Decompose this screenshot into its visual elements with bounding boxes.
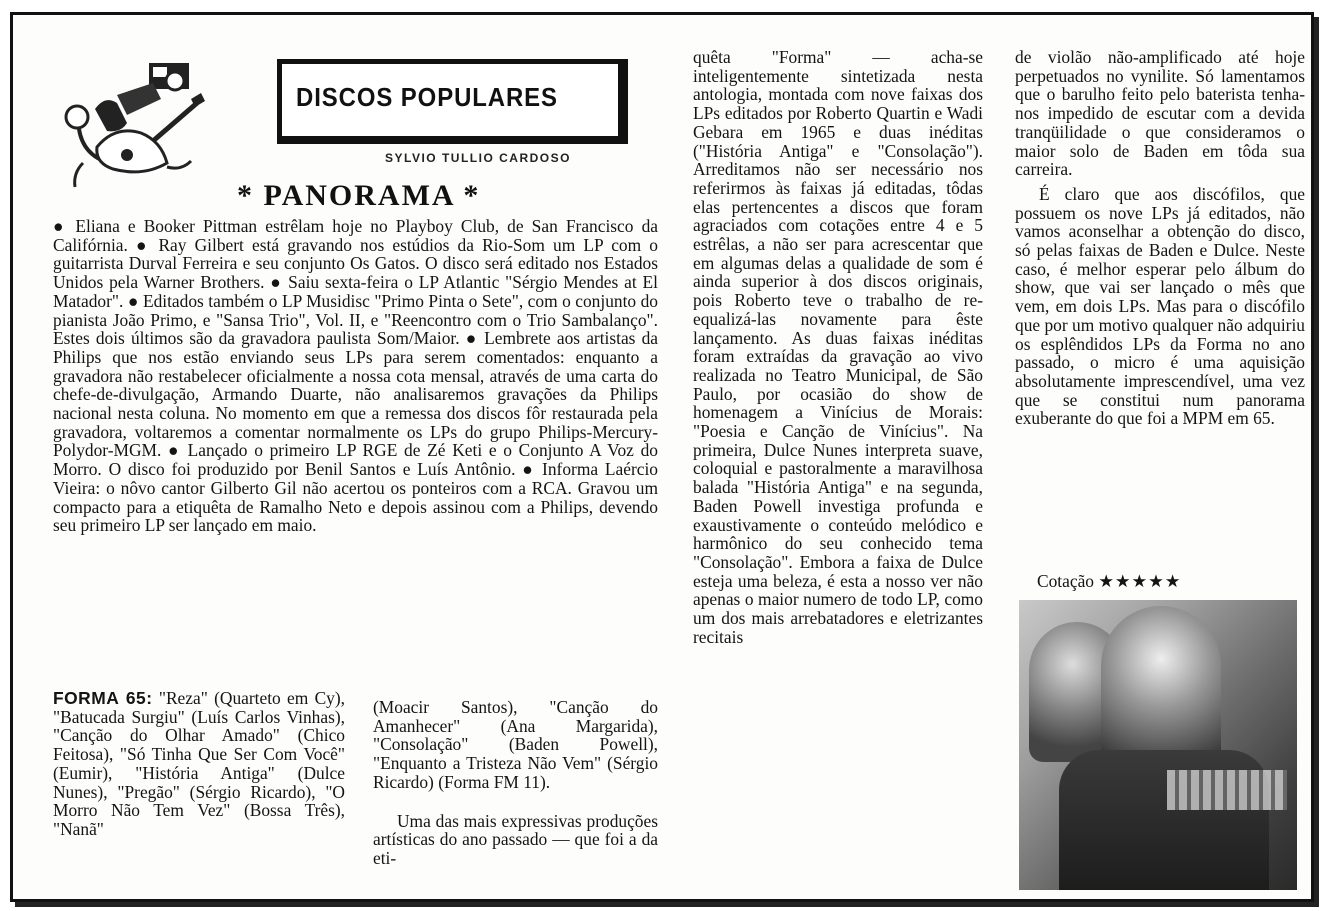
- rating-stars: ★★★★★: [1098, 571, 1182, 591]
- forma-tracklist-column-a: [53, 689, 345, 839]
- album-cover-photo: [1019, 600, 1297, 890]
- panorama-heading: * PANORAMA *: [237, 179, 481, 212]
- panorama-column: [53, 217, 658, 535]
- author-byline: SYLVIO TULLIO CARDOSO: [385, 151, 571, 165]
- rating-label: Cotação: [1037, 571, 1094, 591]
- forma-tracklist-column-b: [373, 698, 658, 868]
- forma-label: FORMA 65:: [53, 688, 153, 708]
- forma-review-column-3: [693, 48, 983, 647]
- forma-review-col4-p2: É claro que aos discófilos, que possuem os nove LPs já editados, não vamos aconselhar a obtenção do disco, só pelas faixas de Baden e Dulce. Neste caso, é melhor esperar pelo álbum do show, que vai ser lançado o mês que vem, em dois LPs. Mas para o discófilo que por um motivo qualquer não adquiriu os esplêndidos LPs da Forma no ano passado, o micro é uma aquisição absolutamente imprescendível, uma vez que se constitui num panorama exuberante do que foi a MPM em 65.: [1015, 183, 1305, 429]
- forma-tracklist-a: [53, 689, 345, 839]
- rating: [1037, 571, 1181, 592]
- forma-review-start: Uma das mais expressivas produções artísticas do ano passado — que foi a da eti-: [373, 810, 658, 868]
- section-title: DISCOS POPULARES: [296, 82, 558, 112]
- photo-sign: [1167, 770, 1287, 810]
- panorama-paragraph: ● Eliana e Booker Pittman estrêlam hoje no Playboy Club, de San Francisco da Califórnia. ● Ray Gilbert está gravando nos estúdios da Rio-Som um LP com o guitarrista Durval Ferreira e seu conjunto Os Gatos. O disco será editado nos Estados Unidos pela Warner Brothers. ● Saiu sexta-feira o LP Atlantic "Sérgio Mendes at El Matador". ● Editados também o LP Musidisc "Primo Pinta o Sete", com o conjunto do pianista João Primo, e "Sansa Trio", Vol. II, e "Reencontro com o Trio Sambalanço". Estes dois últimos são da gravadora paulista Som/Maior. ● Lembrete aos artistas da Philips que nos estão enviando seus LPs para serem comentados: enquanto a gravadora não restabelecer oficialmente a nossa cota mensal, através de uma carta do chefe-de-divulgação, Armando Duarte, não analisaremos gravações da Philips nacional nesta coluna. No momento em que a remessa dos discos fôr restaurada pela gravadora, voltaremos a comentar normalmente os LPs do grupo Philips-Mercury-Polydor-MGM. ● Lançado o primeiro LP RGE de Zé Keti e o Conjunto A Voz do Morro. O disco foi produzido por Benil Santos e Luís Antônio. ● Informa Laércio Vieira: o nôvo cantor Gilberto Gil não acertou os ponteiros com a RCA. Gravou um compacto para a etiquêta de Ramalho Neto e depois assinou com a Philips, devendo seu primeiro LP ser lançado em maio.: [53, 216, 658, 536]
- forma-review-col3: quêta "Forma" — acha-se inteligentemente sintetizada nesta antologia, montada com nove faixas dos LPs editados por Roberto Quartin e Wadi Gebara em 1965 e duas inéditas ("História Antiga" e "Consolação"). Arreditamos não ser necessário nos referirmos às faixas já editadas, tôdas elas pertencentes a discos que foram agraciados com cotações entre 4 e 5 estrêlas, a não ser para acrescentar que em algumas delas a qualidade de som é ainda superior à dos discos originais, pois Roberto teve o trabalho de re-equalizá-las novamente para êste lançamento. As duas faixas inéditas foram extraídas da gravação ao vivo realizada no Teatro Municipal, de São Paulo, por ocasião do show de homenagem a Vinícius de Morais: "Poesia e Canção de Vinícius". Na primeira, Dulce Nunes interpreta suave, coloquial e pastoralmente a maravilhosa balada "História Antiga" e na segunda, Baden Powell investiga profunda e exaustivamente o conteúdo melódico e harmônico do seu conhecido tema "Consolação". Embora a faixa de Dulce esteja uma beleza, é esta a nosso ver não apenas o maior numero de todo LP, como um dos mais arrebatadores e eletrizantes recitais: [693, 47, 983, 647]
- forma-review-column-4: [1015, 48, 1305, 428]
- forma-tracks-a: "Reza" (Quarteto em Cy), "Batucada Surgiu" (Luís Carlos Vinhas), "Canção do Olhar Amado" (Chico Feitosa), "Só Tinha Que Ser Com Você" (Eumir), "História Antiga" (Dulce Nunes), "Pregão" (Sérgio Ricardo), "O Morro Não Tem Vez" (Bossa Três), "Nanã": [53, 688, 346, 839]
- forma-tracklist-b: (Moacir Santos), "Canção do Amanhecer" (Ana Margarida), "Consolação" (Baden Powell), "Enquanto a Tristeza Não Vem" (Sérgio Ricardo) (Forma FM 11).: [373, 697, 658, 792]
- newspaper-clipping: [10, 12, 1314, 902]
- section-title-box: [277, 59, 628, 144]
- forma-review-col4-p1: de violão não-amplificado até hoje perpetuados no vynilite. Só lamentamos que o barulho feito pelo baterista tenha-nos impedido de escutar com a devida tranqüilidade o que consideramos o maior solo de Baden em tôda sua carreira.: [1015, 47, 1305, 180]
- musician-illustration-icon: [57, 55, 207, 195]
